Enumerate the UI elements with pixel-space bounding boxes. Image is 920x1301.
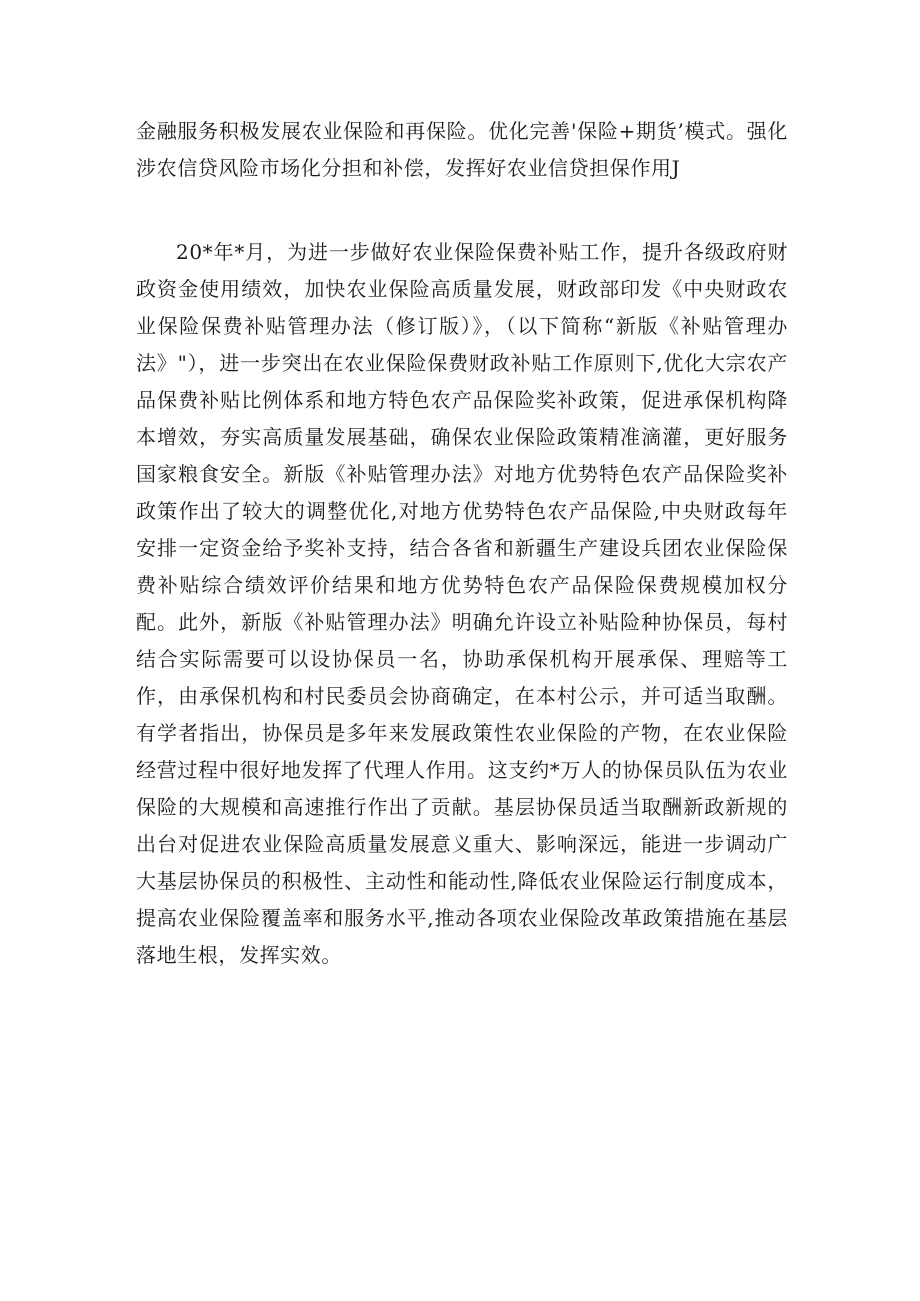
paragraph-main: 20*年*月，为进一步做好农业保险保费补贴工作，提升各级政府财政资金使用绩效，加快农业保险高质量发展，财政部印发《中央财政农业保险保费补贴管理办法（修订版）》，（以下简称“新版《补贴管理办法》"），进一步突出在农业保险保费财政补贴工作原则下,优化大宗农产品保费补贴比例体系和地方特色农产品保险奖补政策，促进承保机构降本增效，夯实高质量发展基础，确保农业保险政策精准滴灌，更好服务国家粮食安全。新版《补贴管理办法》对地方优势特色农产品保险奖补政策作出了较大的调整优化,对地方优势特色农产品保险,中央财政每年安排一定资金给予奖补支持，结合各省和新疆生产建设兵团农业保险保费补贴综合绩效评价结果和地方优势特色农产品保险保费规模加权分配。此外，新版《补贴管理办法》明确允许设立补贴险种协保员，每村结合实际需要可以设协保员一名，协助承保机构开展承保、理赔等工作，由承保机构和村民委员会协商确定，在本村公示，并可适当取酬。有学者指出，协保员是多年来发展政策性农业保险的产物，在农业保险经营过程中很好地发挥了代理人作用。这支约*万人的协保员队伍为农业保险的大规模和高速推行作出了贡献。基层协保员适当取酬新政新规的出台对促进农业保险高质量发展意义重大、影响深远，能进一步调动广大基层协保员的积极性、主动性和能动性,降低农业保险运行制度成本，提高农业保险覆盖率和服务水平,推动各项农业保险改革政策措施在基层落地生根，发挥实效。 <box>136 240 788 967</box>
paragraph-continuation: 金融服务积极发展农业保险和再保险。优化完善'保险+期货’模式。强化涉农信贷风险市场化分担和补偿，发挥好农业信贷担保作用J <box>136 119 788 180</box>
